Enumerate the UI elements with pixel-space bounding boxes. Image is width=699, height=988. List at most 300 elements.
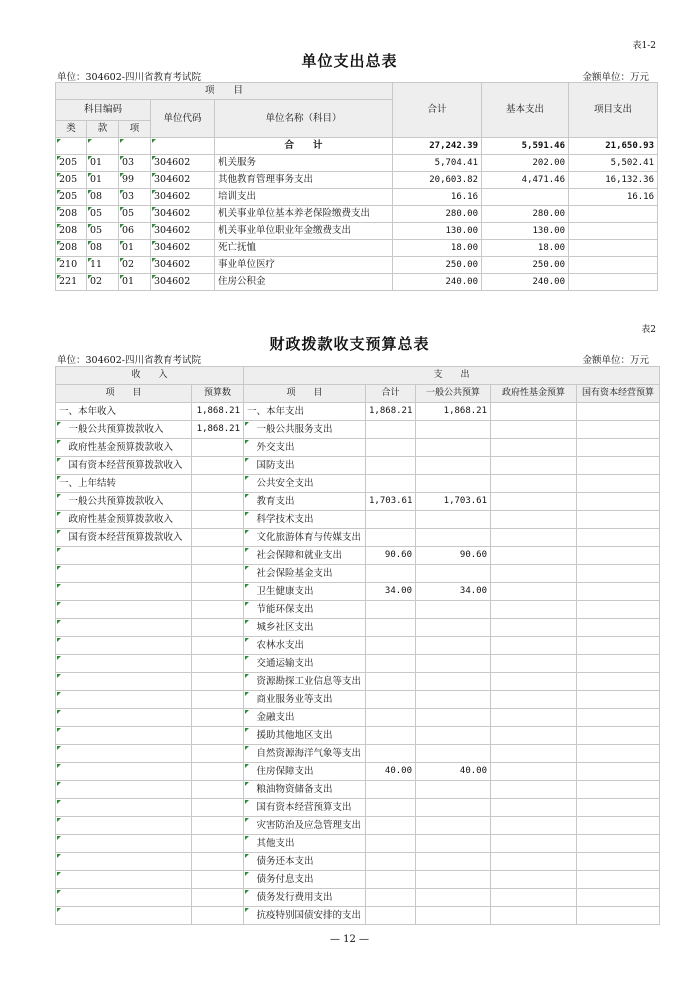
cell-income-amount — [192, 601, 244, 619]
cell-xiang: 06 — [119, 223, 151, 240]
cell-kuan: 08 — [87, 240, 119, 257]
header-basic: 基本支出 — [482, 83, 569, 138]
cell-expense-total — [366, 709, 416, 727]
cell-fund-budget — [491, 799, 577, 817]
cell-income-item — [56, 673, 192, 691]
cell-fund-budget — [491, 583, 577, 601]
table-row — [56, 853, 660, 871]
cell-fund-budget — [491, 475, 577, 493]
cell-income-item — [56, 853, 192, 871]
table-row — [56, 529, 660, 547]
cell-income-item — [56, 745, 192, 763]
cell-expense-total — [366, 421, 416, 439]
cell-unit-code: 304602 — [151, 223, 215, 240]
cell-income-item — [56, 817, 192, 835]
cell-fund-budget — [491, 673, 577, 691]
cell-fund-budget — [491, 745, 577, 763]
cell-state-budget — [577, 709, 660, 727]
cell-general-budget — [416, 871, 491, 889]
cell-general-budget — [416, 889, 491, 907]
table-row — [56, 655, 660, 673]
header-ex-total: 合计 — [366, 385, 416, 403]
cell-income-item — [56, 619, 192, 637]
cell-state-budget — [577, 835, 660, 853]
cell-kuan: 02 — [87, 274, 119, 291]
cell-expense-total — [366, 565, 416, 583]
cell-income-amount — [192, 439, 244, 457]
cell-income-item — [56, 763, 192, 781]
cell-unit-code: 304602 — [151, 189, 215, 206]
table-row — [56, 403, 660, 421]
cell-general-budget: 34.00 — [416, 583, 491, 601]
table-row — [56, 257, 658, 274]
cell-income-item: 一般公共预算拨款收入 — [56, 421, 192, 439]
table1-unit: 单位：304602-四川省教育考试院 — [57, 72, 201, 83]
cell-unit-name: 机关事业单位职业年金缴费支出 — [215, 223, 393, 240]
cell-state-budget — [577, 763, 660, 781]
cell-project: 16.16 — [569, 189, 658, 206]
cell-expense-item: 文化旅游体育与传媒支出 — [244, 529, 366, 547]
header-kuan: 款 — [87, 121, 119, 138]
cell-general-budget — [416, 745, 491, 763]
table-row — [56, 547, 660, 565]
header-kemu: 科目编码 — [56, 100, 151, 121]
cell-general-budget — [416, 637, 491, 655]
cell-basic: 18.00 — [482, 240, 569, 257]
cell-expense-item: 粮油物资储备支出 — [244, 781, 366, 799]
cell-basic — [482, 189, 569, 206]
table-row — [56, 709, 660, 727]
cell-unit-name: 死亡抚恤 — [215, 240, 393, 257]
cell-income-item — [56, 583, 192, 601]
cell-income-item — [56, 799, 192, 817]
cell-state-budget — [577, 673, 660, 691]
cell-project — [569, 274, 658, 291]
cell-general-budget — [416, 799, 491, 817]
cell-income-item: 国有资本经营预算拨款收入 — [56, 457, 192, 475]
cell-basic: 280.00 — [482, 206, 569, 223]
cell-expense-item: 卫生健康支出 — [244, 583, 366, 601]
cell-fund-budget — [491, 421, 577, 439]
cell-expense-item: 科学技术支出 — [244, 511, 366, 529]
total-total: 27,242.39 — [393, 138, 482, 155]
cell-general-budget — [416, 457, 491, 475]
header-project: 项目支出 — [569, 83, 658, 138]
cell-income-amount — [192, 475, 244, 493]
cell-general-budget — [416, 565, 491, 583]
cell-income-item — [56, 655, 192, 673]
cell-income-amount — [192, 655, 244, 673]
fiscal-budget-table — [55, 366, 660, 925]
cell-fund-budget — [491, 619, 577, 637]
table-row — [56, 439, 660, 457]
cell-basic: 240.00 — [482, 274, 569, 291]
cell-state-budget — [577, 889, 660, 907]
table2-unit: 单位：304602-四川省教育考试院 — [57, 355, 201, 366]
cell-expense-total — [366, 907, 416, 925]
table-row — [56, 421, 660, 439]
table-row — [56, 637, 660, 655]
header-general: 一般公共预算 — [416, 385, 491, 403]
cell-income-item — [56, 871, 192, 889]
cell-state-budget — [577, 799, 660, 817]
cell-expense-item: 一般公共服务支出 — [244, 421, 366, 439]
cell-general-budget — [416, 691, 491, 709]
cell-income-amount — [192, 457, 244, 475]
table-row — [56, 781, 660, 799]
cell-income-amount — [192, 907, 244, 925]
cell-income-item: 一般公共预算拨款收入 — [56, 493, 192, 511]
cell-state-budget — [577, 853, 660, 871]
cell-xiang: 01 — [119, 274, 151, 291]
table-row — [56, 601, 660, 619]
cell-expense-item: 金融支出 — [244, 709, 366, 727]
cell-expense-item: 一、本年支出 — [244, 403, 366, 421]
cell-unit-code: 304602 — [151, 274, 215, 291]
cell-expense-total — [366, 619, 416, 637]
cell-xiang: 01 — [119, 240, 151, 257]
cell-unit-name: 机关事业单位基本养老保险缴费支出 — [215, 206, 393, 223]
table-row — [56, 889, 660, 907]
cell-income-item — [56, 709, 192, 727]
cell-expense-total — [366, 727, 416, 745]
cell-state-budget — [577, 493, 660, 511]
table-row — [56, 189, 658, 206]
cell-income-amount — [192, 835, 244, 853]
table-row — [56, 673, 660, 691]
cell-fund-budget — [491, 691, 577, 709]
cell-state-budget — [577, 907, 660, 925]
cell-general-budget — [416, 655, 491, 673]
cell-kuan: 05 — [87, 223, 119, 240]
cell-income-item — [56, 547, 192, 565]
cell-income-amount — [192, 673, 244, 691]
cell-expense-item: 社会保险基金支出 — [244, 565, 366, 583]
cell-expense-item: 债务发行费用支出 — [244, 889, 366, 907]
cell-fund-budget — [491, 529, 577, 547]
cell-expense-total — [366, 835, 416, 853]
cell-expense-item: 农林水支出 — [244, 637, 366, 655]
cell-income-item — [56, 565, 192, 583]
cell-fund-budget — [491, 889, 577, 907]
cell-kuan: 08 — [87, 189, 119, 206]
cell-project — [569, 223, 658, 240]
cell-expense-item: 公共安全支出 — [244, 475, 366, 493]
cell-income-item — [56, 835, 192, 853]
cell-xiang: 03 — [119, 189, 151, 206]
cell-expense-total: 34.00 — [366, 583, 416, 601]
cell-fund-budget — [491, 655, 577, 673]
cell-expense-total — [366, 439, 416, 457]
cell-unit-code: 304602 — [151, 240, 215, 257]
cell-income-amount — [192, 637, 244, 655]
cell-expense-total — [366, 637, 416, 655]
cell-basic: 130.00 — [482, 223, 569, 240]
cell-unit-name: 住房公积金 — [215, 274, 393, 291]
header-expense: 支 出 — [244, 367, 660, 385]
cell-expense-item: 资源勘探工业信息等支出 — [244, 673, 366, 691]
cell-expense-item: 债务还本支出 — [244, 853, 366, 871]
cell-state-budget — [577, 439, 660, 457]
cell-fund-budget — [491, 439, 577, 457]
table2-title: 财政拨款收支预算总表 — [269, 335, 430, 353]
cell-unit-code: 304602 — [151, 172, 215, 189]
cell-state-budget — [577, 529, 660, 547]
cell-general-budget — [416, 907, 491, 925]
table-row — [56, 835, 660, 853]
cell-expense-total — [366, 799, 416, 817]
cell-state-budget — [577, 421, 660, 439]
cell-unit-code: 304602 — [151, 155, 215, 172]
cell-fund-budget — [491, 907, 577, 925]
cell-expense-item: 债务付息支出 — [244, 871, 366, 889]
cell-income-item — [56, 691, 192, 709]
cell-income-amount — [192, 799, 244, 817]
cell-basic: 202.00 — [482, 155, 569, 172]
cell-expense-total — [366, 817, 416, 835]
cell-income-item: 政府性基金预算拨款收入 — [56, 511, 192, 529]
table-row — [56, 172, 658, 189]
cell-fund-budget — [491, 493, 577, 511]
cell-expense-item: 外交支出 — [244, 439, 366, 457]
header-state: 国有资本经营预算 — [577, 385, 660, 403]
table1-title: 单位支出总表 — [301, 52, 398, 70]
cell-fund-budget — [491, 457, 577, 475]
header-unit-code: 单位代码 — [151, 100, 215, 138]
cell-unit-code: 304602 — [151, 206, 215, 223]
cell-general-budget — [416, 673, 491, 691]
cell-expense-total — [366, 853, 416, 871]
table-row — [56, 619, 660, 637]
table-row — [56, 457, 660, 475]
cell-expense-item: 国防支出 — [244, 457, 366, 475]
cell-state-budget — [577, 457, 660, 475]
cell-income-amount — [192, 511, 244, 529]
cell-expense-total — [366, 601, 416, 619]
page-number: — 12 — — [329, 934, 370, 945]
cell-income-item — [56, 637, 192, 655]
cell-fund-budget — [491, 727, 577, 745]
cell-unit-name: 机关服务 — [215, 155, 393, 172]
cell-fund-budget — [491, 871, 577, 889]
cell-income-amount — [192, 619, 244, 637]
header-fund: 政府性基金预算 — [491, 385, 577, 403]
cell-income-amount — [192, 493, 244, 511]
table-row — [56, 493, 660, 511]
cell-expense-total — [366, 475, 416, 493]
cell-total: 240.00 — [393, 274, 482, 291]
cell-total: 20,603.82 — [393, 172, 482, 189]
table-row — [56, 799, 660, 817]
cell-fund-budget — [491, 709, 577, 727]
cell-income-item: 一、上年结转 — [56, 475, 192, 493]
cell-xiang: 02 — [119, 257, 151, 274]
cell-expense-item: 教育支出 — [244, 493, 366, 511]
cell-expense-item: 城乡社区支出 — [244, 619, 366, 637]
cell-kuan: 11 — [87, 257, 119, 274]
cell-state-budget — [577, 403, 660, 421]
cell-income-amount — [192, 727, 244, 745]
cell-expense-item: 节能环保支出 — [244, 601, 366, 619]
cell-general-budget: 1,703.61 — [416, 493, 491, 511]
cell-lei: 205 — [56, 189, 87, 206]
table-row — [56, 727, 660, 745]
cell-expense-total — [366, 889, 416, 907]
cell-fund-budget — [491, 817, 577, 835]
header-lei: 类 — [56, 121, 87, 138]
table-row — [56, 475, 660, 493]
cell-lei: 208 — [56, 206, 87, 223]
table-row — [56, 155, 658, 172]
cell-general-budget — [416, 709, 491, 727]
cell-basic: 250.00 — [482, 257, 569, 274]
cell-expense-total: 1,868.21 — [366, 403, 416, 421]
cell-project: 5,502.41 — [569, 155, 658, 172]
cell-state-budget — [577, 475, 660, 493]
cell-income-item — [56, 889, 192, 907]
cell-general-budget — [416, 619, 491, 637]
cell-kuan: 01 — [87, 155, 119, 172]
header-xiangmu: 项 目 — [56, 83, 393, 100]
cell-income-amount — [192, 889, 244, 907]
cell-lei: 208 — [56, 223, 87, 240]
cell-income-amount — [192, 709, 244, 727]
cell-income-item — [56, 601, 192, 619]
cell-expense-item: 国有资本经营预算支出 — [244, 799, 366, 817]
cell-project — [569, 240, 658, 257]
cell-state-budget — [577, 727, 660, 745]
cell-expense-total: 1,703.61 — [366, 493, 416, 511]
cell-expense-total — [366, 529, 416, 547]
cell-lei: 210 — [56, 257, 87, 274]
cell-fund-budget — [491, 637, 577, 655]
cell-income-item: 国有资本经营预算拨款收入 — [56, 529, 192, 547]
table1-tag: 表1-2 — [632, 41, 656, 51]
cell-income-amount — [192, 565, 244, 583]
cell-general-budget — [416, 421, 491, 439]
cell-expense-total: 90.60 — [366, 547, 416, 565]
cell-expense-total — [366, 457, 416, 475]
header-budget: 预算数 — [192, 385, 244, 403]
table-row — [56, 511, 660, 529]
cell-general-budget: 1,868.21 — [416, 403, 491, 421]
header-income: 收 入 — [56, 367, 244, 385]
cell-state-budget — [577, 871, 660, 889]
cell-kuan: 01 — [87, 172, 119, 189]
cell-income-amount — [192, 781, 244, 799]
cell-lei: 208 — [56, 240, 87, 257]
table-row — [56, 240, 658, 257]
cell-project — [569, 206, 658, 223]
table-row — [56, 274, 658, 291]
cell-income-amount — [192, 691, 244, 709]
cell-expense-item: 交通运输支出 — [244, 655, 366, 673]
total-label: 合 计 — [215, 138, 393, 155]
table-row — [56, 583, 660, 601]
cell-kuan: 05 — [87, 206, 119, 223]
cell-xiang: 05 — [119, 206, 151, 223]
cell-income-amount — [192, 817, 244, 835]
cell-general-budget — [416, 835, 491, 853]
cell-fund-budget — [491, 565, 577, 583]
cell-expense-total — [366, 745, 416, 763]
cell-state-budget — [577, 601, 660, 619]
cell-income-item: 政府性基金预算拨款收入 — [56, 439, 192, 457]
cell-expense-item: 援助其他地区支出 — [244, 727, 366, 745]
cell-income-item — [56, 781, 192, 799]
cell-fund-budget — [491, 853, 577, 871]
cell-fund-budget — [491, 511, 577, 529]
cell-income-amount — [192, 853, 244, 871]
cell-general-budget — [416, 475, 491, 493]
cell-expense-item: 自然资源海洋气象等支出 — [244, 745, 366, 763]
cell-lei: 205 — [56, 172, 87, 189]
table-row — [56, 745, 660, 763]
cell-expense-item: 灾害防治及应急管理支出 — [244, 817, 366, 835]
cell-state-budget — [577, 511, 660, 529]
cell-expense-item: 商业服务业等支出 — [244, 691, 366, 709]
cell-income-amount — [192, 547, 244, 565]
cell-income-amount: 1,868.21 — [192, 421, 244, 439]
cell-income-amount — [192, 745, 244, 763]
cell-income-amount — [192, 529, 244, 547]
table1-amount-unit: 金额单位：万元 — [582, 72, 649, 83]
cell-fund-budget — [491, 763, 577, 781]
cell-state-budget — [577, 655, 660, 673]
cell-state-budget — [577, 817, 660, 835]
cell-total: 18.00 — [393, 240, 482, 257]
table2-tag: 表2 — [641, 325, 656, 335]
cell-expense-item: 住房保障支出 — [244, 763, 366, 781]
cell-state-budget — [577, 781, 660, 799]
cell-expense-total: 40.00 — [366, 763, 416, 781]
cell-xiang: 99 — [119, 172, 151, 189]
cell-expense-total — [366, 511, 416, 529]
cell-general-budget: 40.00 — [416, 763, 491, 781]
table-row — [56, 223, 658, 240]
cell-basic: 4,471.46 — [482, 172, 569, 189]
cell-unit-name: 培训支出 — [215, 189, 393, 206]
cell-total: 130.00 — [393, 223, 482, 240]
cell-state-budget — [577, 619, 660, 637]
header-xiang: 项 — [119, 121, 151, 138]
cell-unit-name: 其他教育管理事务支出 — [215, 172, 393, 189]
cell-total: 250.00 — [393, 257, 482, 274]
cell-income-item — [56, 907, 192, 925]
header-unit-name: 单位名称（科目） — [215, 100, 393, 138]
table-row — [56, 907, 660, 925]
cell-expense-total — [366, 673, 416, 691]
cell-fund-budget — [491, 835, 577, 853]
table2-amount-unit: 金额单位：万元 — [582, 355, 649, 366]
total-basic: 5,591.46 — [482, 138, 569, 155]
cell-project — [569, 257, 658, 274]
header-in-item: 项 目 — [56, 385, 192, 403]
cell-fund-budget — [491, 547, 577, 565]
cell-lei: 205 — [56, 155, 87, 172]
cell-state-budget — [577, 691, 660, 709]
total-project: 21,650.93 — [569, 138, 658, 155]
cell-general-budget — [416, 727, 491, 745]
cell-expense-total — [366, 691, 416, 709]
cell-general-budget — [416, 439, 491, 457]
cell-general-budget — [416, 817, 491, 835]
cell-general-budget — [416, 781, 491, 799]
table-row — [56, 565, 660, 583]
cell-general-budget — [416, 853, 491, 871]
cell-income-amount — [192, 763, 244, 781]
cell-income-amount — [192, 583, 244, 601]
